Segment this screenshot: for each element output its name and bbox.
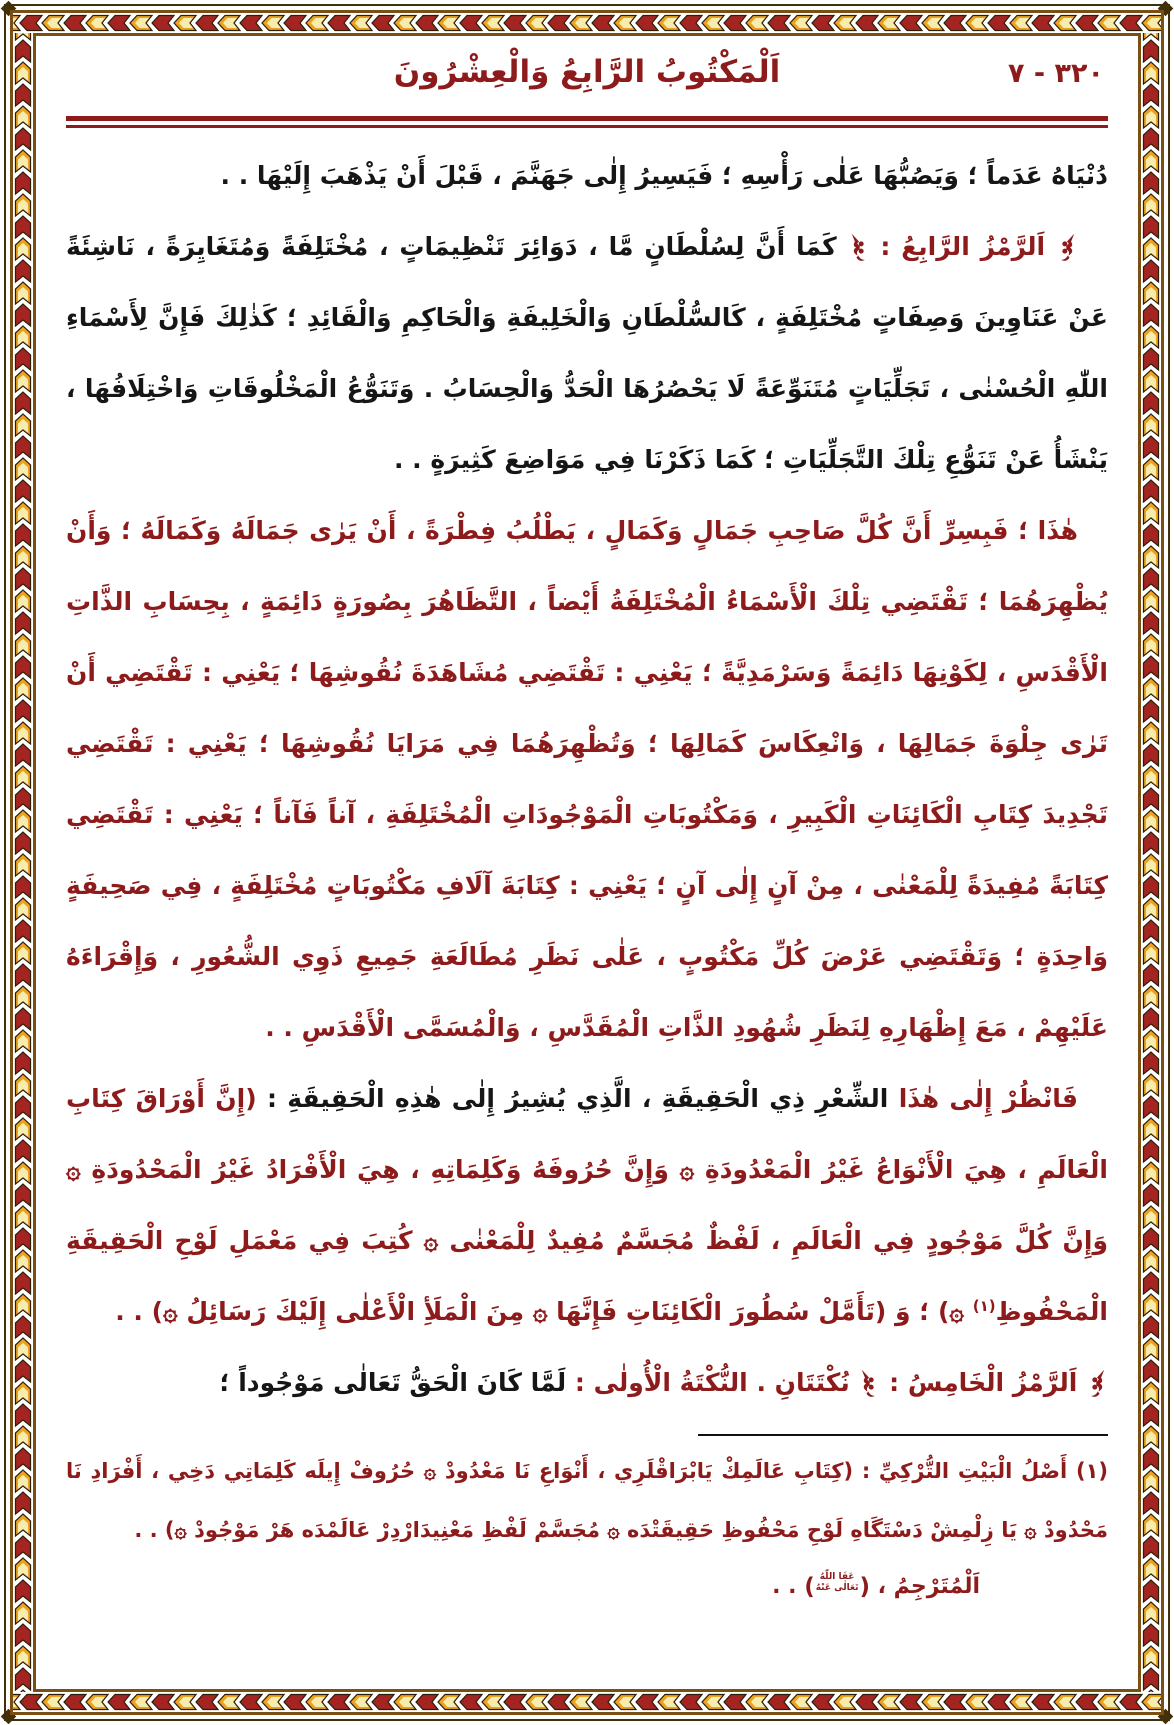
footnote-reference: (١) <box>972 1297 996 1315</box>
seal-line-2: تَعَالٰى عَنْهُ <box>815 1583 859 1593</box>
page-title: اَلْمَكْتُوبُ الرَّابِعُ وَالْعِشْرُونَ <box>393 54 781 90</box>
footnote-text <box>66 1442 1108 1560</box>
border-pattern-bottom <box>13 1692 1161 1712</box>
seal-paren-close: ) <box>804 1574 815 1600</box>
border-pattern-right <box>1141 33 1161 1692</box>
paragraph-red <box>66 495 1108 1063</box>
section-label: اَلرَّمْزُ الْخَامِسُ : <box>889 1368 1078 1397</box>
header-rule-thick <box>66 116 1108 121</box>
paragraph-poem <box>66 1063 1108 1347</box>
poem-text: (إِنَّ أَوْرَاقَ كِتَابِ الْعَالَمِ ، هِيَ الْأَنْوَاعُ غَيْرُ الْمَعْدُودَةِ ۞ وَإِنَّ حُرُوفَهُ وَكَلِمَاتِهِ ، هِيَ الْأَفْرَادُ غَيْرُ الْمَحْدُودَةِ ۞ وَإِنَّ كُلَّ مَوْجُودٍ فِي الْعَالَمِ ، لَفْظٌ مُجَسَّمٌ مُفِيدٌ لِلْمَعْنٰى ۞ كُتِبَ فِي مَعْمَلِ لَوْحِ الْحَقِيقَةِ الْمَحْفُوظِ <box>66 1084 1108 1326</box>
subsection-label: نُكْتَتَانِ . النُّكْتَةُ الْأُولٰى : <box>574 1368 850 1397</box>
footnote-separator <box>698 1434 1108 1436</box>
seal-paren-open: ( <box>859 1574 870 1600</box>
ornate-bracket-icon <box>1089 1367 1105 1400</box>
poem-text: ۞) ؛ وَ (تَأَمَّلْ سُطُورَ الْكَائِنَاتِ فَإِنَّهَا ۞ مِنَ الْمَلَأِ الْأَعْلٰى إِلَيْكَ رَسَائِلُ ۞) . . <box>115 1297 965 1326</box>
trailing-dots: . . <box>772 1574 797 1599</box>
translator-label: اَلْمُتَرْجِمُ ، <box>877 1574 980 1599</box>
paragraph-text: دُنْيَاهُ عَدَماً ؛ وَيَصُبُّهَا عَلٰى رَأْسِهِ ؛ فَيَسِيرُ إِلٰى جَهَنَّمَ ، قَبْلَ أَنْ يَذْهَبَ إِلَيْهَا . . <box>220 161 1108 190</box>
body-text <box>66 140 1108 1418</box>
header-rule-thin <box>66 125 1108 128</box>
paragraph-continuation <box>66 140 1108 211</box>
ornate-bracket-icon <box>861 1367 877 1400</box>
border-pattern-top <box>13 13 1161 33</box>
translator-seal <box>815 1572 860 1594</box>
translator-line <box>66 1562 1108 1612</box>
section-label: اَلرَّمْزُ الرَّابِعُ : <box>880 232 1046 261</box>
footnote-area <box>66 1434 1108 1612</box>
lead-text: فَانْظُرْ إِلٰى هٰذَا <box>898 1084 1078 1113</box>
page-content <box>66 44 1108 1681</box>
seal-line-1: عَفَا اللّٰهُ <box>819 1572 855 1583</box>
paragraph-ramz-5 <box>66 1347 1108 1418</box>
paragraph-text: الشِّعْرِ ذِي الْحَقِيقَةِ ، الَّذِي يُشِيرُ إِلٰى هٰذِهِ الْحَقِيقَةِ : <box>266 1084 889 1113</box>
page-header <box>66 44 1108 116</box>
ornate-bracket-icon <box>851 231 867 264</box>
paragraph-text: كَمَا أَنَّ لِسُلْطَانٍ مَّا ، دَوَائِرَ تَنْظِيمَاتٍ ، مُخْتَلِفَةً وَمُتَغَايِرَةً ، نَاشِئَةً عَنْ عَنَاوِينَ وَصِفَاتٍ مُخْتَلِفَةٍ ، كَالسُّلْطَانِ وَالْخَلِيفَةِ وَالْحَاكِمِ وَالْقَائِدِ ؛ كَذٰلِكَ فَإِنَّ لِأَسْمَاءِ اللّٰهِ الْحُسْنٰى ، تَجَلِّيَاتٍ مُتَنَوِّعَةً لَا يَحْصُرُهَا الْحَدُّ وَالْحِسَابُ . وَتَنَوُّعُ الْمَخْلُوقَاتِ وَاخْتِلَافُهَا ، يَنْشَأُ عَنْ تَنَوُّعِ تِلْكَ التَّجَلِّيَاتِ ؛ كَمَا ذَكَرْنَا فِي مَوَاضِعَ كَثِيرَةٍ . . <box>66 232 1108 474</box>
ornate-bracket-icon <box>1059 231 1075 264</box>
paragraph-text: لَمَّا كَانَ الْحَقُّ تَعَالٰى مَوْجُوداً ؛ <box>219 1368 567 1397</box>
paragraph-ramz-4 <box>66 211 1108 495</box>
border-pattern-left <box>13 33 33 1692</box>
footnote-body: أَصْلُ الْبَيْتِ التُّرْكِيِّ : (كِتَابِ عَالَمِكْ يَابْرَاقْلَرِي ، أَنْوَاعِ نَا مَعْدُودْ ۞ حُرُوفْ إِيلَه كَلِمَاتِي دَخِي ، أَفْرَادِ نَا مَحْدُودْ ۞ يَا زِلْمِشْ دَسْتَگَاهِ لَوْحِ مَحْفُوظِ حَقِيقَتْدَه ۞ مُجَسَّمْ لَفْظِ مَعْنِيدَارْدِرْ عَالَمْدَه هَرْ مَوْجُودْ ۞) . . <box>66 1459 1108 1542</box>
paragraph-text: هٰذَا ؛ فَبِسِرِّ أَنَّ كُلَّ صَاحِبِ جَمَالٍ وَكَمَالٍ ، يَطْلُبُ فِطْرَةً ، أَنْ يَرٰى جَمَالَهُ وَكَمَالَهُ ؛ وَأَنْ يُظْهِرَهُمَا ؛ تَقْتَضِي تِلْكَ الْأَسْمَاءُ الْمُخْتَلِفَةُ أَيْضاً ، التَّظَاهُرَ بِصُورَةٍ دَائِمَةٍ ، بِحِسَابِ الذَّاتِ الْأَقْدَسِ ، لِكَوْنِهَا دَائِمَةً وَسَرْمَدِيَّةً ؛ يَعْنِي : تَقْتَضِي مُشَاهَدَةَ نُقُوشِهَا ؛ يَعْنِي : تَقْتَضِي أَنْ تَرٰى جِلْوَةَ جَمَالِهَا ، وَانْعِكَاسَ كَمَالِهَا ؛ وَتُظْهِرَهُمَا فِي مَرَايَا نُقُوشِهَا ؛ يَعْنِي : تَقْتَضِي تَجْدِيدَ كِتَابِ الْكَائِنَاتِ الْكَبِيرِ ، وَمَكْتُوبَاتِ الْمَوْجُودَاتِ الْمُخْتَلِفَةِ ، آناً فَآناً ؛ يَعْنِي : تَقْتَضِي كِتَابَةً مُفِيدَةً لِلْمَعْنٰى ، مِنْ آنٍ إِلٰى آنٍ ؛ يَعْنِي : كِتَابَةَ آلَافِ مَكْتُوبَاتٍ مُخْتَلِفَةٍ ، فِي صَحِيفَةٍ وَاحِدَةٍ ؛ وَتَقْتَضِي عَرْضَ كُلِّ مَكْتُوبٍ ، عَلٰى نَظَرِ مُطَالَعَةِ جَمِيعِ ذَوِي الشُّعُورِ ، وَإِقْرَاءَهُ عَلَيْهِمْ ، مَعَ إِظْهَارِهِ لِنَظَرِ شُهُودِ الذَّاتِ الْمُقَدَّسِ ، وَالْمُسَمَّى الْأَقْدَسِ . . <box>66 516 1108 1042</box>
page-number: ٣٢٠ - ٧ <box>1008 58 1104 89</box>
footnote-marker: (١) <box>1075 1459 1108 1483</box>
